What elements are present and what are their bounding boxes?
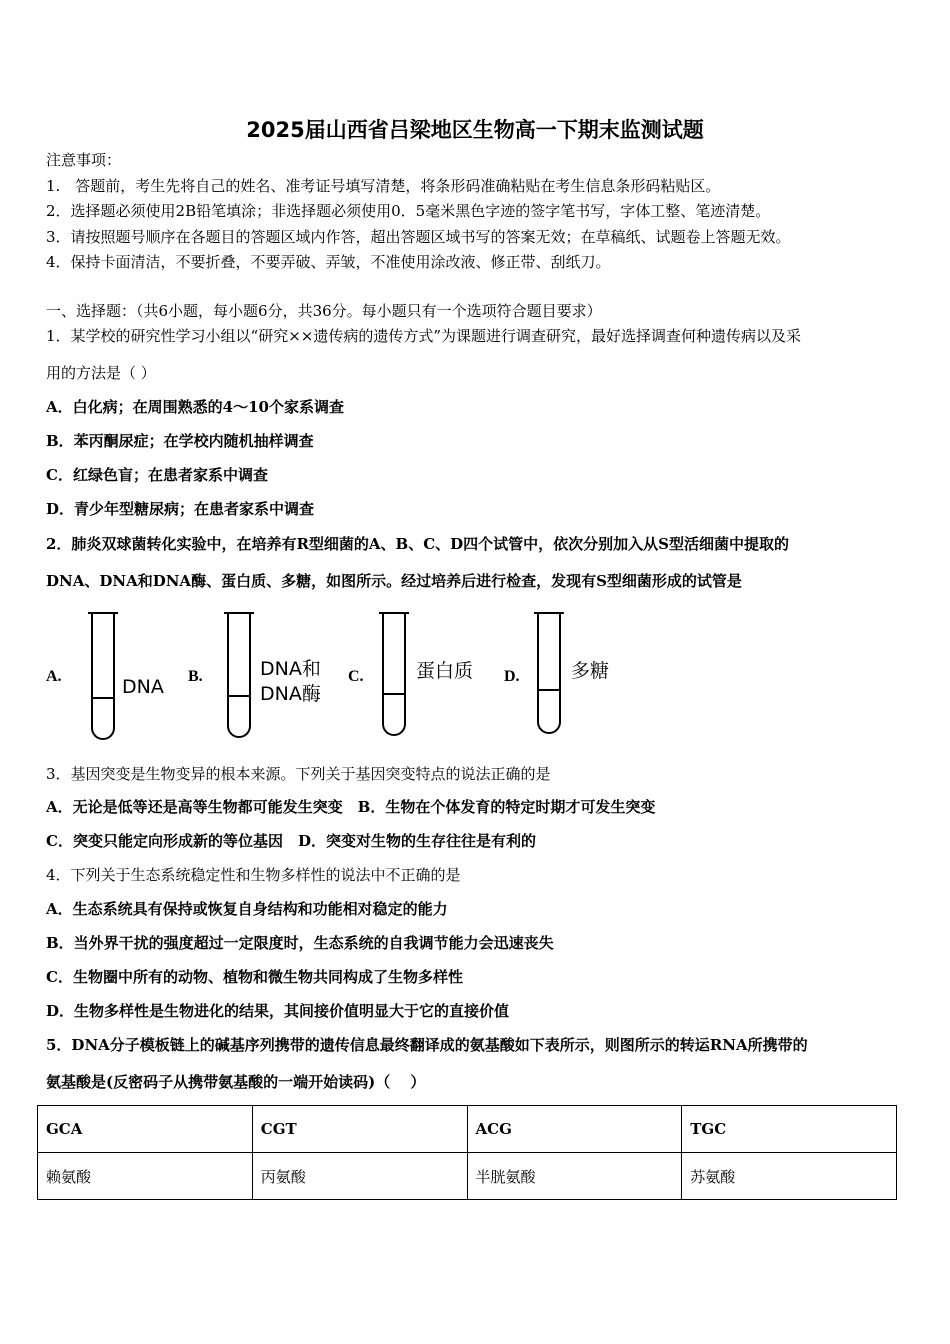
q4-option-b: B．当外界干扰的强度超过一定限度时，生态系统的自我调节能力会迅速丧失 — [46, 934, 554, 952]
q4-option-a: A．生态系统具有保持或恢复自身结构和功能相对稳定的能力 — [46, 900, 448, 918]
table-cell: TGC — [682, 1106, 897, 1153]
q2-stem: DNA、DNA和DNA酶、蛋白质、多糖，如图所示。经过培养后进行检查，发现有S型细菌形成的试管是 — [46, 572, 742, 590]
section-heading: 一、选择题：（共6小题，每小题6分，共36分。每小题只有一个选项符合题目要求） — [46, 302, 602, 320]
notice-item: 4．保持卡面清洁，不要折叠，不要弄破、弄皱，不准使用涂改液、修正带、刮纸刀。 — [46, 253, 611, 271]
notice-item: 3．请按照题号顺序在各题目的答题区域内作答，超出答题区域书写的答案无效；在草稿纸、试题卷上答题无效。 — [46, 228, 791, 246]
q1-option-b: B．苯丙酮尿症；在学校内随机抽样调查 — [46, 432, 314, 450]
table-cell: 丙氨酸 — [252, 1153, 467, 1200]
tube-label: 蛋白质 — [416, 660, 474, 682]
q4-stem: 4．下列关于生态系统稳定性和生物多样性的说法中不正确的是 — [46, 866, 461, 884]
q5-stem: 5．DNA分子模板链上的碱基序列携带的遗传信息最终翻译成的氨基酸如下表所示，则图所示的转运RNA所携带的 — [46, 1036, 808, 1054]
table-cell: 苏氨酸 — [682, 1153, 897, 1200]
q4-option-d: D．生物多样性是生物进化的结果，其间接价值明显大于它的直接价值 — [46, 1002, 510, 1020]
test-tube-icon — [84, 610, 124, 742]
q1-option-a: A．白化病；在周围熟悉的4～10个家系调查 — [46, 398, 344, 416]
test-tube-icon — [375, 610, 415, 742]
table-cell: 半胱氨酸 — [467, 1153, 682, 1200]
option-letter: A. — [46, 668, 62, 685]
q2-stem: 2．肺炎双球菌转化实验中，在培养有R型细菌的A、B、C、D四个试管中，依次分别加入从S型活细菌中提取的 — [46, 535, 790, 553]
tube-label: DNA酶 — [260, 683, 321, 705]
table-cell: GCA — [38, 1106, 253, 1153]
tube-label: DNA — [122, 676, 164, 698]
test-tube-icon — [220, 610, 260, 742]
tube-label: DNA和 — [260, 658, 321, 680]
table-cell: ACG — [467, 1106, 682, 1153]
q5-stem: 氨基酸是(反密码子从携带氨基酸的一端开始读码)（ ） — [46, 1073, 426, 1091]
notice-item: 2．选择题必须使用2B铅笔填涂；非选择题必须使用0．5毫米黑色字迹的签字笔书写，字体工整、笔迹清楚。 — [46, 202, 771, 220]
tube-label: 多糖 — [571, 660, 610, 682]
q1-option-d: D．青少年型糖尿病；在患者家系中调查 — [46, 500, 315, 518]
table-row — [38, 1153, 897, 1200]
option-letter: B. — [188, 668, 203, 685]
option-letter: C. — [348, 668, 364, 685]
option-letter: D. — [504, 668, 520, 685]
table-cell: 赖氨酸 — [38, 1153, 253, 1200]
q1-option-c: C．红绿色盲；在患者家系中调查 — [46, 466, 268, 484]
q4-option-c: C．生物圈中所有的动物、植物和微生物共同构成了生物多样性 — [46, 968, 463, 986]
q3-options: A．无论是低等还是高等生物都可能发生突变 B．生物在个体发育的特定时期才可发生突变 — [46, 798, 656, 816]
q1-stem: 1．某学校的研究性学习小组以“研究××遗传病的遗传方式”为课题进行调查研究，最好选择调查何种遗传病以及采 — [46, 327, 802, 345]
q3-stem: 3．基因突变是生物变异的根本来源。下列关于基因突变特点的说法正确的是 — [46, 765, 551, 783]
notice-item: 1. 答题前，考生先将自己的姓名、准考证号填写清楚，将条形码准确粘贴在考生信息条形码粘贴区。 — [46, 177, 721, 195]
codon-table — [37, 1105, 897, 1200]
q1-stem: 用的方法是（ ） — [46, 364, 156, 382]
q3-options: C．突变只能定向形成新的等位基因 D．突变对生物的生存往往是有利的 — [46, 832, 536, 850]
table-cell: CGT — [252, 1106, 467, 1153]
notice-heading: 注意事项： — [46, 151, 122, 169]
test-tube-icon — [530, 610, 570, 742]
page-title: 2025届山西省吕梁地区生物高一下期末监测试题 — [246, 118, 704, 142]
table-row — [38, 1106, 897, 1153]
